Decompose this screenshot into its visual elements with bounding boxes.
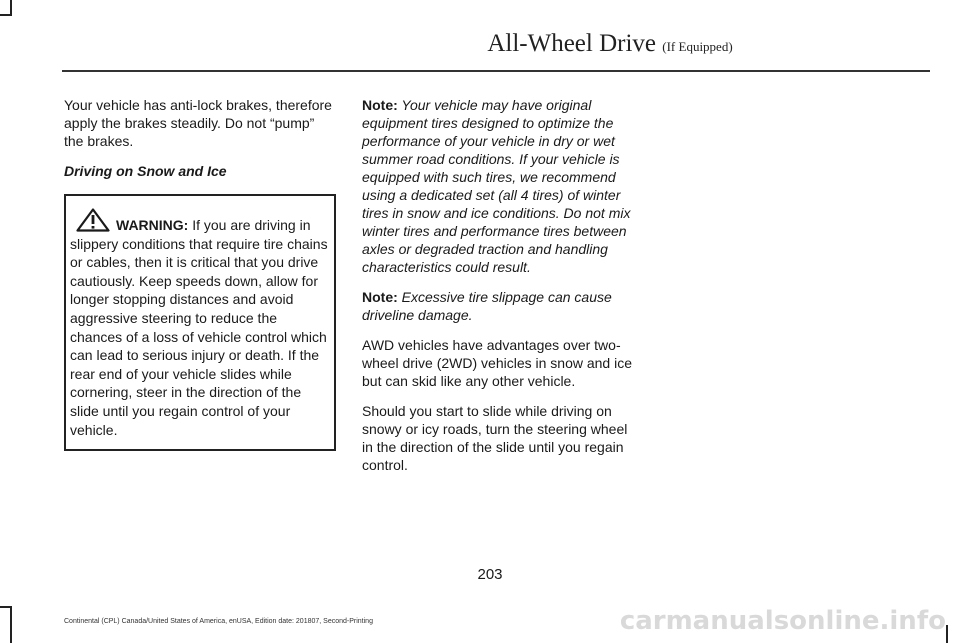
warning-text: If you are driving in slippery conditions that require tire chains or cables, then it is critical that you drive cautiously. Keep speeds down, allow for longer stopping distances and avoid aggressive steering to reduce the chances of a loss of vehicle control which can lead to serious injury or death. If the rear end of your vehicle slides while cornering, steer in the direction of the slide until you regain control of your vehicle.: [70, 217, 328, 438]
right-column: [362, 96, 632, 486]
note-label: Note:: [362, 97, 398, 113]
section-heading: Driving on Snow and Ice: [64, 163, 227, 179]
edition-footer: Continental (CPL) Canada/United States of America, enUSA, Edition date: 201807, Second-Printing: [64, 618, 373, 625]
page-title-suffix: (If Equipped): [662, 39, 733, 54]
note-text: Excessive tire slippage can cause driveline damage.: [362, 289, 612, 323]
crop-mark-bottom-left-v: [10, 608, 12, 643]
crop-mark-top-left-h: [0, 14, 12, 16]
awd-advantages-paragraph: AWD vehicles have advantages over two-wheel drive (2WD) vehicles in snow and ice but can skid like any other vehicle.: [362, 337, 632, 389]
warning-label: WARNING:: [116, 217, 189, 233]
page-title: [300, 30, 920, 58]
note-tire-slippage: [362, 288, 632, 324]
warning-box: [64, 194, 336, 451]
warning-triangle-icon: [76, 208, 110, 232]
page-number: 203: [477, 566, 503, 583]
left-column: [64, 96, 336, 451]
note-tire-equipment: [362, 96, 632, 276]
header-rule: [62, 70, 930, 72]
crop-mark-bottom-left-h: [0, 606, 12, 608]
crop-mark-bottom-right-v: [946, 625, 948, 643]
note-text: Your vehicle may have original equipment tires designed to optimize the performance of your vehicle in dry or wet summer road conditions. If your vehicle is equipped with such tires, we recommend using a dedicated set (all 4 tires) of winter tires in snow and ice conditions. Do not mix winter tires and performance tires between axles or degraded traction and handling characteristics could result.: [362, 97, 631, 275]
crop-mark-top-left-v: [10, 0, 12, 14]
watermark: carmanualsonline.info: [619, 606, 946, 636]
slide-recovery-paragraph: Should you start to slide while driving on snowy or icy roads, turn the steering wheel in the direction of the slide until you regain control.: [362, 403, 628, 473]
page-title-main: All-Wheel Drive: [487, 30, 657, 57]
note-label: Note:: [362, 289, 398, 305]
intro-paragraph: Your vehicle has anti-lock brakes, therefore apply the brakes steadily. Do not “pump” the brakes.: [64, 97, 332, 149]
